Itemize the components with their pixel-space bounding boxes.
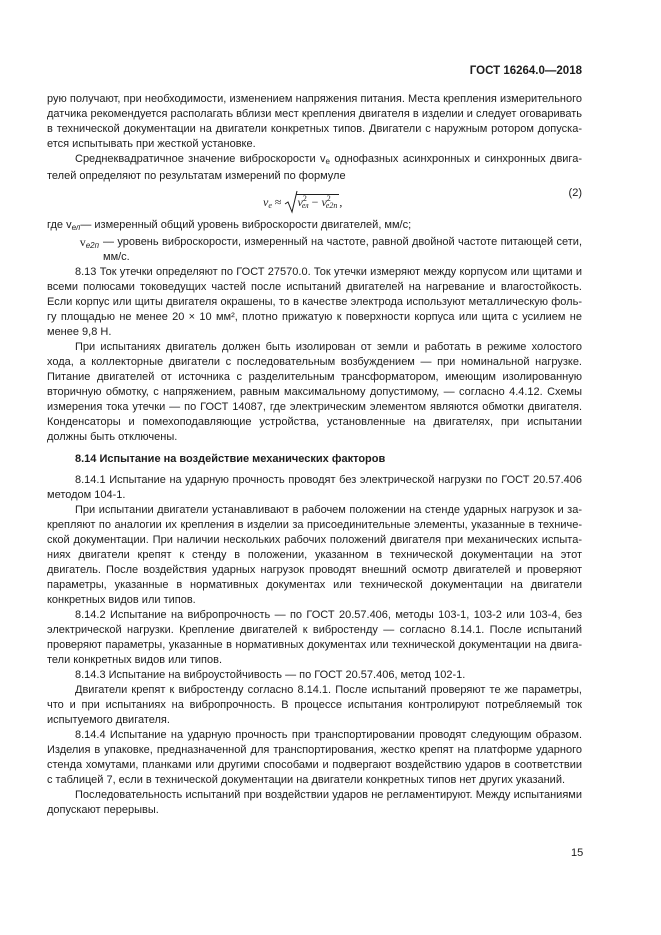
term1-sub: ел — [301, 201, 309, 210]
document-code: ГОСТ 16264.0—2018 — [469, 65, 582, 77]
sqrt-radicand: $v^2_{ел} - v^2_{е2п}$ — [297, 194, 338, 210]
paragraph-8-14-2: 8.14.2 Испытание на вибропрочность — по ГОСТ 20.57.406, методы 103-1, 103-2 или 103-4, без электрической нагрузки. Крепление двигателей к вибростенду — согласно 8.14.1. После испытаний проверяют параметры, указанные в нормативных документах или технической документации на двигатели конкретных видов или типов. — [47, 609, 582, 666]
where-intro: где v — [47, 219, 72, 231]
formula-tail: , — [339, 195, 343, 209]
formula-minus: − — [311, 195, 319, 209]
section-title-8-14: 8.14 Испытание на воздействие механических факторов — [75, 453, 386, 465]
paragraph-8-13: 8.13 Ток утечки определяют по ГОСТ 27570.0. Ток утечки измеряют между корпусом или щитами и всеми полюсами токоведущих частей после испытаний двигателей на нагревание и влагостойкость. Если корпус или щиты двигателя окрашены, то в качестве электрода используют металлическую фольгу площадью не менее 20 × 10 мм², плотно прижатую к поверхности корпуса или щита с усилием не менее 9,8 Н. — [47, 266, 582, 338]
formula-lhs-sub: e — [268, 201, 272, 210]
formula-approx: ≈ — [274, 195, 282, 209]
formula-lhs: v — [263, 195, 269, 209]
where-sym-2: v — [79, 235, 86, 249]
paragraph-sequence: Последовательность испытаний при воздействии ударов не регламентируют. Между испытаниями допускают перерывы. — [47, 789, 582, 816]
equation-number: (2) — [568, 187, 582, 199]
paragraph-vibration-mounting: Двигатели крепят к вибростенду согласно 8.14.1. После испытаний проверяют те же параметры, что и при испытаниях на вибропрочность. В процессе испытания контролируют потребляемый ток испытуемого двигателя. — [47, 684, 582, 726]
where-sub-1: ел — [71, 223, 81, 232]
page-content — [47, 92, 582, 818]
power-1: 2 — [302, 194, 307, 203]
where-item-2 — [47, 235, 582, 265]
paragraph-leakage-conditions: При испытаниях двигатель должен быть изолирован от земли и работать в режиме холостого хода, а коллекторные двигатели с последовательным возбуждением — при номинальной нагрузке. Питание двигателей от источника с разделительным трансформатором, имеющим изолированную вторичную обмотку, с напряжением, равным максимальному допустимому, — согласно 4.4.12. Схемы измерения тока утечки — по ГОСТ 14087, где электрическим элементом являются обмотки двигателя. Конденсаторы и помехоподавляющие устройства, установленные на двигателях, при испытании должны быть отключены. — [47, 341, 582, 443]
where-text-1: — измеренный общий уровень виброскорости двигателей, мм/с; — [80, 219, 412, 231]
paragraph-8-14-3: 8.14.3 Испытание на виброустойчивость — по ГОСТ 20.57.406, метод 102-1. — [75, 669, 466, 681]
paragraph-continuation: рую получают, при необходимости, изменением напряжения питания. Места крепления измерительного датчика рекомендуется располагать вблизи мест крепления двигателя в изделии и следует оговаривать в технической документации на двигатели конкретных типов. Двигатели с наружным ротором допускается испытывать при жесткой установке. — [47, 93, 582, 150]
paragraph-8-14-4: 8.14.4 Испытание на ударную прочность при транспортировании проводят следующим образом. Изделия в упаковке, предназначенной для транспортирования, жестко крепят на платформе ударного стенда хомутами, планками или другими способами и подвергают воздействию ударов в соответствии с таблицей 7, если в технической документации на двигатели конкретных типов нет других указаний. — [47, 729, 582, 786]
paragraph-8-14-1: 8.14.1 Испытание на ударную прочность проводят без электрической нагрузки по ГОСТ 20.57.406 методом 104-1. — [47, 474, 582, 501]
text-fragment: Среднеквадратичное значение виброскорости v — [75, 153, 326, 165]
where-text-2: — уровень виброскорости, измеренный на частоте, равной двойной частоте питающей сети, мм/с. — [103, 236, 582, 263]
term2-sub: е2п — [325, 201, 338, 210]
text-fragment: однофазных асинхронных и синхронных двигателей определяют по результатам измерений по формуле — [47, 153, 582, 182]
formula-2 — [263, 190, 342, 214]
paragraph-rms-velocity — [47, 152, 582, 184]
page-number: 15 — [571, 847, 584, 859]
where-sub-2: е2п — [85, 241, 99, 250]
power-2: 2 — [326, 194, 331, 203]
where-item-1 — [47, 218, 582, 235]
formula-block — [47, 186, 582, 216]
paragraph-shock-mounting: При испытании двигатели устанавливают в рабочем положении на стенде ударных нагрузок и закрепляют по аналогии их крепления в изделии за присоединительные элементы, указанные в технической документации. При наличии нескольких рабочих положений двигателя при механических испытаниях двигатели крепят к стенду в положении, указанном в технической документации на этот двигатель. После воздействия ударных нагрузок проводят внешний осмотр двигателей и проверяют параметры, указанные в нормативных документах или технической документации на двигатели конкретных видов или типов. — [47, 504, 582, 606]
where-label — [47, 218, 80, 235]
where-label-2 — [47, 235, 103, 265]
subscript: e — [325, 157, 330, 166]
